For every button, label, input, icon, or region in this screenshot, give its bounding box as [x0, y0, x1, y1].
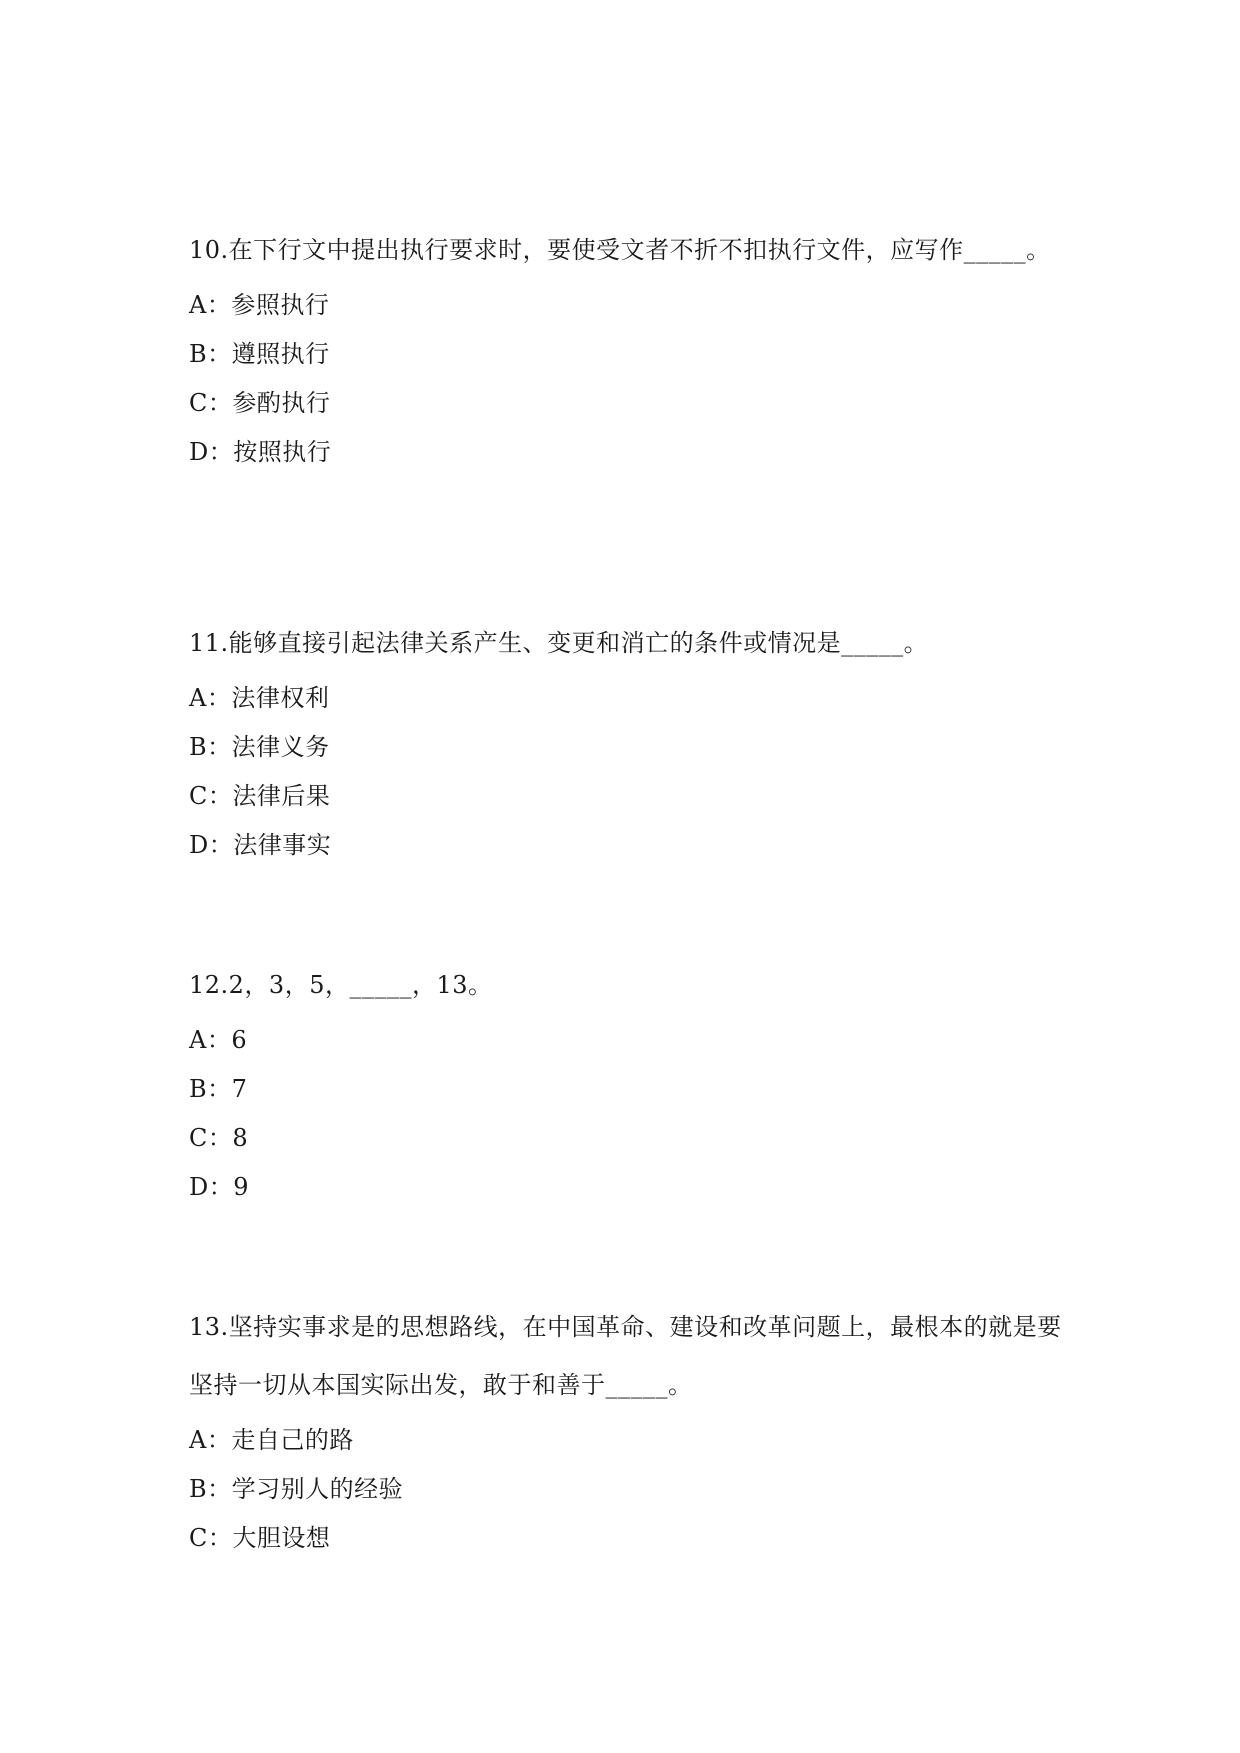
option-b: B：7 [189, 1075, 248, 1103]
option-c: C：8 [189, 1124, 249, 1152]
option-d: D：法律事实 [189, 831, 332, 859]
question-12 [189, 971, 1069, 1212]
question-stem: 12.2，3，5，_____，13。 [189, 971, 493, 999]
option-b: B：法律义务 [189, 733, 330, 761]
option-c: C：大胆设想 [189, 1524, 331, 1552]
option-b: B：学习别人的经验 [189, 1475, 404, 1503]
option-d: D：9 [189, 1173, 250, 1201]
option-d: D：按照执行 [189, 438, 332, 466]
option-c: C：参酌执行 [189, 389, 331, 417]
question-stem: 13.坚持实事求是的思想路线，在中国革命、建设和改革问题上，最根本的就是要坚持一切从本国实际出发，敢于和善于_____。 [189, 1313, 1062, 1399]
option-a: A：6 [189, 1026, 248, 1054]
option-a: A：走自己的路 [189, 1426, 354, 1454]
option-list [189, 281, 1069, 477]
option-list [189, 1416, 1069, 1563]
question-stem: 10.在下行文中提出执行要求时，要使受文者不折不扣执行文件，应写作_____。 [189, 236, 1051, 264]
option-list [189, 674, 1069, 870]
option-b: B：遵照执行 [189, 340, 330, 368]
option-a: A：参照执行 [189, 291, 330, 319]
option-a: A：法律权利 [189, 684, 330, 712]
option-list [189, 1016, 1069, 1212]
question-10 [189, 236, 1069, 477]
question-11 [189, 629, 1069, 870]
question-stem: 11.能够直接引起法律关系产生、变更和消亡的条件或情况是_____。 [189, 629, 929, 657]
option-c: C：法律后果 [189, 782, 331, 810]
question-13 [189, 1313, 1069, 1563]
